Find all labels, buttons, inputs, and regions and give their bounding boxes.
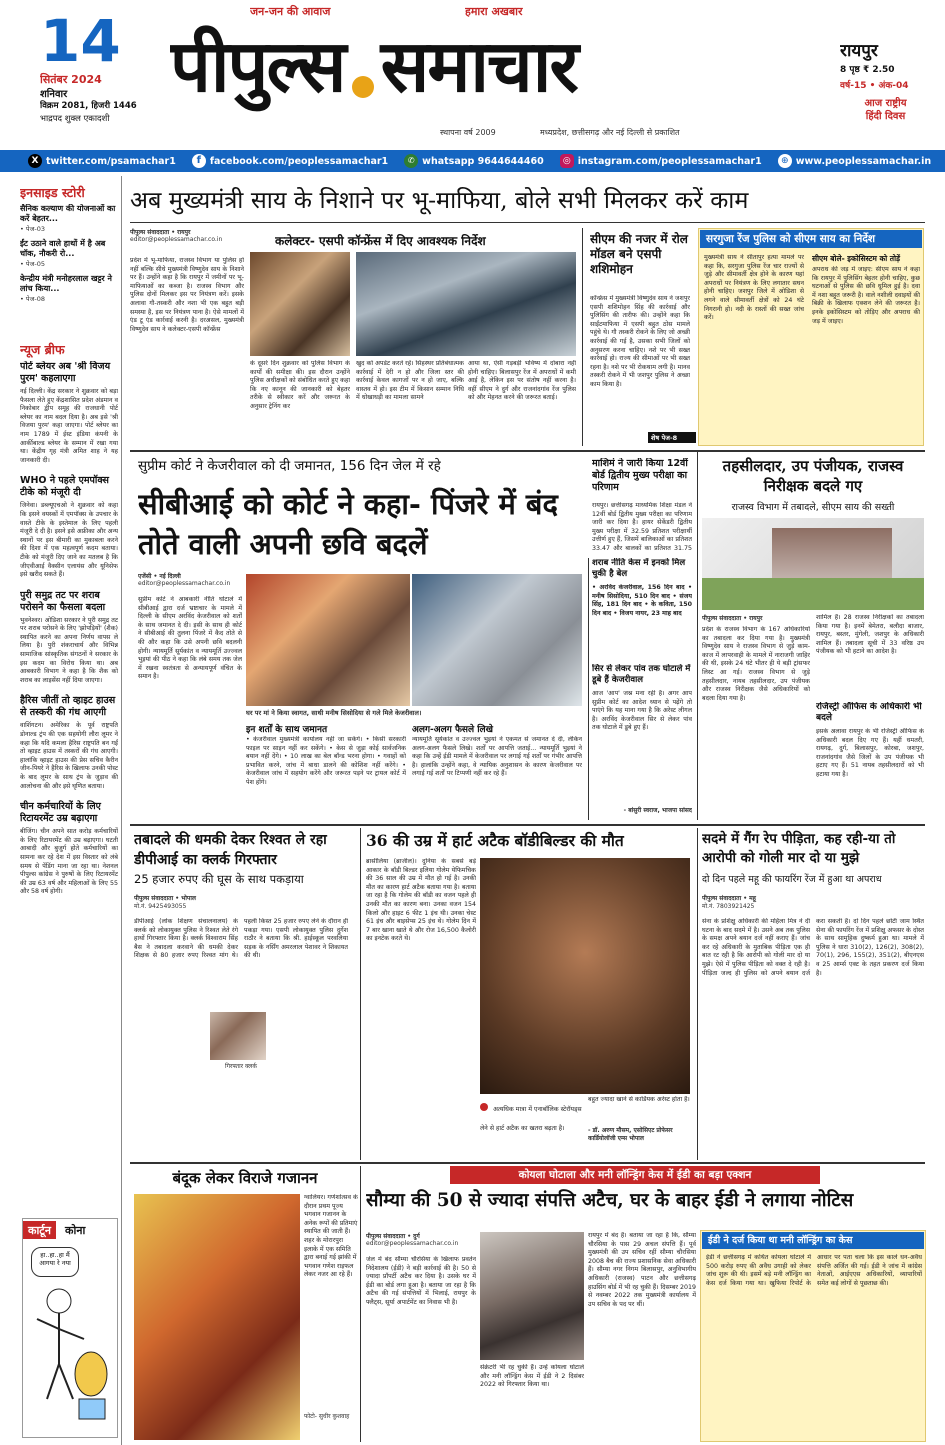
s4-kicker: सुप्रीम कोर्ट ने केजरीवाल को दी जमानत, 156 दिन जेल में रहे (138, 458, 441, 474)
s5-body: रायपुर। छत्तीसगढ़ माध्यमिक शिक्षा मंडल ने 12वीं बोर्ड द्वितीय मुख्य परीक्षा का परिणाम जारी कर दिया है। हायर सेकेंडरी द्वितीय मुख्य परीक्षा में 32.59 प्रतिशत परीक्षार्थी उत्तीर्ण हुए हैं, जिसमें बालिकाओं का प्रतिशत 33.47 और बालकों का प्रतिशत 31.75 (592, 502, 692, 552)
cartoon-drawing (29, 1279, 113, 1429)
s8-body: ब्रासीलिया (ब्राजील)। दुनिया के सबसे बड़े आकार के बॉडी बिल्डर इलिया गोलेम येफिमचिक की 36 साल की उम्र में मौत हो गई है। उनकी मौत का कारण हार्ट अटैक बताया गया है। बताया जा रहा है कि गोलेम की बॉडी का वजन पहले ही उनकी मौत का कारण बना। उनका वजन 154 किलो और हाइट 6 फीट 1 इंच थी। उनका चेस्ट 61 इंच और बाइसेप्स 25 इंच थे। गोलेम दिन में 7 बार खाना खाते थे और रोज 16,500 कैलोरी का इनटेक करते थे। (366, 858, 476, 943)
conference-photo (356, 252, 576, 356)
s12-body: ईडी ने छत्तीसगढ़ में कथित कोयला घोटाले में 500 करोड़ रुपए की अवैध उगाही को लेकर जांच शुरू की थी। इसमें बड़े मनी लॉन्ड्रिंग का केस दर्ज किया गया था। खुफिया रिपोर्ट के आधार पर पता चला कि इस काले धन-अवैध संपत्ति अर्जित की गई। ईडी ने जांच में कांग्रेस नेताओं, आईएएस अधिकारियों, व्यापारियों समेत कई लोगों से पूछताछ की। (706, 1254, 922, 1287)
date-weekday: शनिवार (40, 89, 68, 100)
date-month-year: सितंबर 2024 (40, 73, 102, 86)
year-issue: वर्ष-15 • अंक-04 (840, 81, 909, 91)
title-part-1: पीपुल्स (170, 23, 345, 108)
news-brief-title: न्यूज ब्रीफ (20, 342, 65, 357)
s4-split-head: अलग-अलग फैसले लिखे (412, 725, 494, 735)
brief-item: चीन कर्मचारियों के लिए रिटायरमेंट उम्र बढ़ाएगा बीजिंग। चीन अपने सात करोड़ कर्मचारियों के लिए रिटायरमेंट की उम्र बढ़ाएगा। घटती आबादी और बुजुर्ग होते कर्मचारियों का सामना कर रहे देश में इस विस्तार को लंबे समय से पेंडिंग माना जा रहा था। नेशनल पीपुल्स कांग्रेस ने पुरुषों के लिए रिटायरमेंट की उम्र 63 वर्ष और महिलाओं के लिए 55 और 58 वर्ष होगी। (20, 801, 118, 896)
facebook-link[interactable]: f facebook.com/peoplessamachar1 (192, 154, 388, 168)
s4-byline: एजेंसी • नई दिल्ली editor@peoplessamachar.co.in (138, 573, 231, 587)
s4-headline: सीबीआई को कोर्ट ने कहा- पिंजरे में बंद तोते वाली अपनी छवि बदलें (138, 487, 558, 561)
pages-price: 8 पृष्ठ ₹ 2.50 (840, 65, 895, 75)
s7-body-col1: डीपीआई (लोक शिक्षण संचालनालय) के क्लर्क को लोकायुक्त पुलिस ने रिश्वत लेते रंगे हाथों गिरफ्तार किया है। क्लर्क विश्वाराम सिंह बैस ने तबादला करवाने की धमकी देकर शिक्षक से 80 हजार रुपए रिश्वत मांग थे। पहली किस्त 25 हजार रुपए लेने के दौरान ही पकड़ा गया। एसपी लोकायुक्त पुलिस दुर्गेश राठौर ने बताया कि श्री. हाईस्कूल परवलिया सड़क के नर्सिंग अमरलाल पेशावर ने शिकायत की थी। (134, 918, 348, 960)
s8-quote-byline: - डॉ. अरुण मौसम, एसोसिएट प्रोफेसर कार्डियोलॉजी एम्स भोपाल (588, 1127, 673, 1142)
social-bar (0, 150, 945, 172)
clerk-photo (210, 1012, 266, 1060)
tagline-right: हमारा अखबार (465, 5, 523, 18)
inside-story-list (20, 204, 118, 303)
s3-body-col1: मुख्यमंत्री साय ने सीतापुर हत्या मामले पर कहा कि, सरगुजा पुलिस रेंज चार राज्यों से जुड़े और सीमावर्ती क्षेत्र होने के कारण यहां अपराधों पर नियंत्रण के लिए लगातार सघन होनी चाहिए। जशपुर जिले में ओडिशा से लगने वाले सीमावर्ती क्षेत्रों को 24 घंटे निगरानी हो। नदी के रास्तों की सख्त जांच करें। (704, 254, 804, 322)
s10-body: ग्वालियर। गणेशोत्सव के दौरान प्रथम पूज्य भगवान गजानन के अनेक रूपों की प्रतिमाएं स्थापित की जाती हैं। शहर के मोरारपुरा इलाके में एक समिति द्वारा बनाई गई झांकी में भगवान गणेश राइफल लेकर नजर आ रहे हैं। (304, 1194, 358, 1279)
s6-body-col2: शामिल हैं। 28 राजस्व निरीक्षकों का तबादला किया गया है। इनमें बेमेतरा, बलौदा बाजार, रायपुर, बस्तर, मुंगेली, जशपुर के अधिकारी शामिल हैं। तबादला सूची में 33 वरिष्ठ उप पंजीयक को भी हटाने का आदेश है। (816, 614, 924, 656)
bodybuilder-photo (480, 858, 690, 1094)
website-link[interactable]: ⊕ www.peoplessamachar.in (778, 154, 931, 168)
globe-icon: ⊕ (778, 154, 792, 168)
inside-item[interactable]: केन्द्रीय मंत्री मनोहरलाल खट्टर ने लांच किया... • पेज-08 (20, 274, 112, 303)
saumya-photo (480, 1232, 584, 1360)
twitter-link[interactable]: X twitter.com/psamachar1 (28, 154, 176, 168)
s8-caption: बहुत ज्यादा खाने से कार्डियक अरेस्ट होता है। (588, 1096, 690, 1103)
s4-tiptoe-head: सिर से लेकर पांव तक घोटाले में डूबे हैं केजरीवाल (592, 664, 691, 685)
s4-conditions: • केजरीवाल मुख्यमंत्री कार्यालय नहीं जा सकेंगे। • किसी सरकारी फाइल पर साइन नहीं कर सकेंगे। • केस से जुड़ा कोई सार्वजनिक बयान नहीं देंगे। • 10 लाख का बेल बॉन्ड भरना होगा। • गवाहों को प्रभावित करने, जांच में बाधा डालने की कोशिश नहीं करेंगे। • केजरीवाल जांच में सहयोग करेंगे और जरूरत पड़ने पर ट्रायल कोर्ट में पेश होंगे। (246, 736, 406, 786)
s9-subhead: दो दिन पहले महू की फायरिंग रेंज में हुआ था अपराध (702, 874, 882, 885)
s6-body-col3: इसके अलावा रायपुर के भी रजिस्ट्री ऑफिस के अधिकारी बदल दिए गए हैं। यहीं धमतरी, रायगढ़, दुर्ग, बिलासपुर, कोरबा, जशपुर, राजनांदगांव जैसे जिलों के उप पंजीयक भी हटाए गए हैं। 51 नायब तहसीलदारों को भी हटाया गया है। (816, 728, 924, 778)
date-number: 14 (40, 12, 121, 70)
s4-body: सुप्रीम कोर्ट ने आबकारी नीति घोटाले में सीबीआई द्वारा दर्ज भ्रष्टाचार के मामले में दिल्ली के सीएम अरविंद केजरीवाल को शर्तों के साथ जमानत दे दी। इसी के साथ ही कोर्ट ने सीबीआई की तुलना पिंजरे में कैद तोते से की और कहा कि उसे अपनी छवि बदलनी होगी। न्यायमूर्ति सूर्यकांत व न्यायमूर्ति उज्ज्वल भुइयां की पीठ ने कहा कि लंबे समय तक जेल में रखना स्वतंत्रता से अन्यायपूर्ण वंचित के समान है। (138, 596, 242, 681)
s9-headline: सदमे में गैंग रेप पीड़िता, कह रही-या तो आरोपी को गोली मार दो या मुझे (702, 831, 896, 866)
inside-item[interactable]: सैनिक कल्याण की योजनाओं का करें बेहतर... • पेज-03 (20, 204, 116, 233)
whatsapp-link[interactable]: ✆ whatsapp 9644644460 (404, 154, 544, 168)
s1-body-col4: आया था, ऐसी गड़बड़ी भविष्य में दोबारा नहीं होनी चाहिए। बिलासपुर रेंज में अपराधों में कमी आई है, लेकिन इस पर संतोष नहीं करना है। वहीं सीएम ने दुर्ग और राजनांदगांव रेंज पुलिस को और मेहनत करने की जरूरत बताई। (468, 360, 576, 402)
s4-tiptoe-body: आज 'आप' जश्न मना रही है। अगर आप सुप्रीम कोर्ट का आदेश ध्यान से पढ़ेंगे तो पाएंगे कि यह माना गया है कि अरेस्ट लीगल है। अरविंद केजरीवाल सिर से लेकर पांव तक घोटाले में डूबे हुए हैं। (592, 690, 692, 732)
s10-headline: बंदूक लेकर विराजे गजानन (172, 1169, 318, 1187)
s4-liquor-list: • अरविंद केजरीवाल, 156 दिन बाद • मनीष सिसोदिया, 510 दिन बाद • संजय सिंह, 181 दिन बाद • के कविता, 150 दिन बाद • विजय नायर, 23 माह बाद (592, 584, 692, 617)
s4-split-body: न्यायमूर्ति सूर्यकांत व उज्ज्वल भुइयां ने एकमत से जमानत दे दी, लेकिन अलग-अलग फैसले लिखे। शर्तों पर आपत्ति जताई... न्यायमूर्ति भुइयां ने कहा कि उन्हें ईडी मामले में केजरीवाल पर लगाई गई शर्तों पर गंभीर आपत्ति है। हालांकि उन्होंने कहा, वे न्यायिक अनुशासन के कारण केजरीवाल पर लगाई गई शर्तों पर टिप्पणी नहीं कर रहे हैं। (412, 736, 582, 778)
s11-headline: सौम्या की 50 से ज्यादा संपत्ति अटैच, घर के बाहर ईडी ने लगाया नोटिस (366, 1190, 854, 1211)
quote-mark-icon (480, 1103, 488, 1111)
s1-body-col3: खुद को अपडेट करते रहें। सिंहस्थर प्रतिबंधात्मक कार्रवाई में देरी न हो और जिला स्तर की कार्रवाई केवल कागजों पर न हो जाए, बल्कि वास्तव में हो। इस टीम में किसान सम्मान निधि में धोखाधड़ी का मामला सामने (356, 360, 464, 402)
s1-body-col1: प्रदेश में भू-माफिया, राजस्व विभाग या पुलिस हो नहीं बल्कि सीधे मुख्यमंत्री विष्णुदेव साय के निशाने पर हैं। उन्होंने कहा है कि रायपुर में जमीनों पर भू-माफियाओं का कब्जा है। राजस्व विभाग और पुलिस दोनों मिलकर इस पर नियंत्रण करें। इसके अलावा गौ-तस्करी और नशा भी एक बहुत बड़ी समस्या है, इस पर नियंत्रण पाना है। ऐसे मामलों में एंड टू एंड कार्रवाई करनी है। दरअसल, मुख्यमंत्री विष्णुदेव साय ने कलेक्टर-एसपी कॉन्फ्रेंस (130, 257, 244, 333)
established-year: स्थापना वर्ष 2009 (440, 128, 496, 137)
s3-headline: सरगुजा रेंज पुलिस को सीएम साय का निर्देश (700, 230, 922, 248)
s11-banner: कोयला घोटाला और मनी लॉन्ड्रिंग केस में ईडी का बड़ा एक्शन (450, 1166, 820, 1184)
special-day: आज राष्ट्रीय हिंदी दिवस (864, 98, 907, 122)
inside-item[interactable]: ईंट उठाने वाले हाथों में है अब चॉक, नौकरी रो... • पेज-05 (20, 239, 106, 268)
brief-item: WHO ने पहले एमपॉक्स टीके को मंजूरी दी जिनेवा। डब्ल्यूएचओ ने शुक्रवार को कहा कि इसने वयस्कों में एमपॉक्स के उपचार के वास्ते टीके के इस्तेमाल के लिए पहली मंजूरी दे दी है। इसने इसे अफ्रीका और अन्य स्थानों पर इस बीमारी का मुकाबला करने की दिशा में एक महत्वपूर्ण कदम बताया। टीके को मंजूरी दिए जाने का मतलब है कि जीएवीआई वैक्सीन एलायंस और यूनिसेफ इसे खरीद सकते हैं। (20, 475, 118, 579)
s2-body: कॉन्फ्रेंस में मुख्यमंत्री विष्णुदेव साय ने जशपुर एसपी शशिमोहन सिंह की कार्रवाई और पुलिसिंग की तारीफ की। उन्होंने कहा कि साईंटमाफिया में एसपी बहुत ठोस मामले पहुंचे थे। गौ तस्करी रोकने के लिए जो अच्छी कार्रवाई की गई है, उसका सभी जिलों को अनुसरण करना चाहिए। नशे पर भी सख्त कार्रवाई हो। राज्य की सीमाओं पर भी सख्त रहना है। नशे पर भी रोकथाम लगी है। मानव तस्करी रोकने में भी जशपुर पुलिस ने अच्छा काम किया है। (590, 295, 690, 388)
s8-quote: अत्यधिक मात्रा में एनाबॉलिक स्टेरॉयड्स लेने से हार्ट अटैक का खतरा बढ़ता है। (480, 1096, 584, 1134)
facebook-icon: f (192, 154, 206, 168)
s4-photo-caption: घर पर मां ने किया स्वागत, साथी मनीष सिसोदिया से गले मिले केजरीवाल। (246, 709, 422, 717)
instagram-link[interactable]: ◎ instagram.com/peoplessamachar1 (560, 154, 762, 168)
left-sidebar (0, 176, 122, 1445)
s7-photo-caption: गिरफ्तार क्लर्क (225, 1063, 257, 1070)
s4-conditions-head: इन शर्तों के साथ जमानत (246, 725, 328, 735)
s1-body-col2: के दूसरे दिन शुक्रवार को पुलिस विभाग के कार्यों की समीक्षा की। इस दौरान उन्होंने पुलिस अधीक्षकों को संबोधित करते हुए कहा कि नए कानून की जानकारी को बेहतर तरीके से स्वीकार करें और जरूरत के अनुसार ट्रेनिंग कर (250, 360, 350, 410)
edition-city: रायपुर (840, 41, 878, 61)
kejriwal-mother-photo (246, 574, 410, 706)
s5-headline: माशिमं ने जारी किया 12वीं बोर्ड द्वितीय मुख्य परीक्षा का परिणाम (592, 458, 688, 493)
lead-headline: अब मुख्यमंत्री साय के निशाने पर भू-माफिया, बोले सभी मिलकर करें काम (130, 186, 749, 214)
s2-continue[interactable]: शेष पेज-8 (648, 432, 696, 443)
brief-item: पुरी समुद्र तट पर शराब परोसने का फैसला बदला भुवनेश्वर। ओडिशा सरकार ने पुरी समुद्र तट पर शराब परोसने के लिए 'झोपड़ियों' (शैक) स्थापित करने का अपना निर्णय वापस ले लिया है। पुरी शंकराचार्य और विभिन्न सामाजिक सांस्कृतिक संगठनों ने सरकार के इस कदम का विरोध किया था। अब आबकारी विभाग ने कहा है कि शैक को शराब का लाइसेंस नहीं दिया जाएगा। (20, 589, 118, 684)
ganesh-idol-photo (134, 1194, 300, 1440)
s2-headline: सीएम की नजर में रोल मॉडल बने एसपी शशिमोहन (590, 232, 688, 276)
brief-item: हैरिस जीतीं तो व्हाइट हाउस से तस्करी की गंध आएगी वाशिंगटन। अमेरिका के पूर्व राष्ट्रपति डोनाल्ड ट्रंप की एक सहयोगी लौरा लूमर ने कहा कि यदि कमला हैरिस राष्ट्रपति बन गईं तो व्हाइट हाउस में तस्करों की गंध आएगी। हालांकि व्हाइट हाउस की प्रेस सचिव कैरीन जीन-पियरे ने हैरिस के खिलाफ उनकी पोस्ट के बाद लूमर के साथ ट्रंप के जुड़ाव की आलोचना की और इसे घृणित बताया। (20, 695, 118, 790)
cartoon-box (22, 1218, 118, 1438)
s4-liquor-head: शराब नीति केस में इनको मिल चुकी है बेल (592, 558, 686, 579)
s8-headline: 36 की उम्र में हार्ट अटैक बॉडीबिल्डर की मौत (366, 831, 624, 850)
s12-headline: ईडी ने दर्ज किया था मनी लॉन्ड्रिंग का केस (702, 1232, 924, 1249)
s10-credit: फोटो- सुधीर कुशवाह (304, 1413, 350, 1420)
kejriwal-sisodia-photo (412, 574, 582, 706)
s11-caption: सेक्रेटरी भी रह चुकी हैं। उन्हें कोयला घोटाले और मनी लॉन्ड्रिंग केस में ईडी ने 2 दिसंबर 2022 को गिरफ्तार किया था। (480, 1364, 584, 1389)
x-twitter-icon: X (28, 154, 42, 168)
s6-subhead-2: रजिस्ट्री ऑफिस के अधिकारी भी बदले (816, 702, 922, 723)
s6-body-col1: प्रदेश के राजस्व विभाग के 167 अधिकारियों का तबादला कर दिया गया है। मुख्यमंत्री विष्णुदेव साय ने राजस्व विभाग से जुड़े काम-काज में लापरवाही के मामले में नाराजगी जाहिर की थी, इसके 24 घंटे भीतर ही ये बड़ी ट्रांसफर लिस्ट आ गई। राजस्व विभाग से जुड़े तहसीलदार, नायब तहसीलदार, उप पंजीयक और राजस्व निरीक्षक जैसे अधिकारियों को बदला दिया गया है। (702, 626, 810, 702)
date-tithi: भाद्रपद शुक्ल एकादशी (40, 114, 110, 124)
date-vikram: विक्रम 2081, हिजरी 1446 (40, 101, 137, 111)
masthead (0, 0, 945, 150)
cm-photo (250, 252, 350, 356)
revenue-building-photo (702, 518, 924, 610)
whatsapp-icon: ✆ (404, 154, 418, 168)
cartoon-bubble: हा..हा..हा मैं आगया रे नया (31, 1247, 79, 1277)
s11-body-col2: रायपुर में बंद है। बताया जा रहा है कि, सौम्या चौरसिया के पास 29 अचल संपत्ति हैं। पूर्व मुख्यमंत्री की उप सचिव रहीं सौम्या चौरसिया 2008 बैच की राज्य प्रशासनिक सेवा अधिकारी हैं। सौम्या नगर निगम बिलासपुर, अनुविभागीय अधिकारी (राजस्व) पाटन और छत्तीसगढ़ हाउसिंग बोर्ड में भी रह चुकी हैं। दिसम्बर 2019 से नवम्बर 2022 तक मुख्यमंत्री कार्यालय में उप सचिव के पद पर थीं। (588, 1232, 696, 1308)
s11-byline: पीपुल्स संवाददाता • दुर्ग editor@peoplessamachar.co.in (366, 1233, 459, 1247)
s7-subhead: 25 हजार रुपए की घूस के साथ पकड़ाया (134, 872, 304, 886)
s4-tiptoe-byline: - बांसुरी स्वराज, भाजपा सांसद (623, 807, 692, 814)
s3-subhead: सीएम बोले- इकोसिस्टम को तोड़ें (812, 254, 901, 263)
s1-byline: पीपुल्स संवाददाता • रायपुर editor@peoplessamachar.co.in (130, 229, 223, 243)
s6-byline: पीपुल्स संवाददाता • रायपुर (702, 615, 763, 622)
cartoon-title: कार्टून कोना (23, 1219, 118, 1239)
s6-subhead: राजस्व विभाग में तबादले, सीएम साय की सख्ती (731, 502, 895, 513)
s7-headline: तबादले की धमकी देकर रिश्वत ले रहा डीपीआई का क्लर्क गिरफ्तार (134, 832, 327, 868)
news-brief-list (20, 361, 118, 1196)
title-part-2: समाचार (380, 23, 577, 108)
inside-story-title: इनसाइड स्टोरी (20, 185, 85, 200)
title-nib-icon (352, 76, 374, 98)
s6-headline: तहसीलदार, उप पंजीयक, राजस्व निरीक्षक बदले गए (722, 457, 904, 495)
s11-body-col1: जेल में बंद सौम्या चौरसिया के खिलाफ प्रवर्तन निदेशालय (ईडी) ने बड़ी कार्रवाई की है। 50 से ज्यादा प्रॉपर्टी अटैच कर दिया है। उसके घर में ईडी का बोर्ड लगा हुआ है। बताया जा रहा है कि अटैच की गई संपत्तियों में भिलाई, रायपुर के फ्लैट्स, सूर्या अपार्टमेंट का निवास भी है। (366, 1256, 476, 1306)
s1-subhead: कलेक्टर- एसपी कॉन्फ्रेंस में दिए आवश्यक निर्देश (275, 234, 486, 248)
tagline-left: जन-जन की आवाज (250, 5, 331, 18)
publication-regions: मध्यप्रदेश, छत्तीसगढ़ और नई दिल्ली से प्रकाशित (540, 128, 680, 137)
s3-body-col2: अपराध की जड़ में जाइए: सीएम साय ने कहा कि रायपुर में पुलिसिंग बेहतर होनी चाहिए, कुछ घटनाओं से पुलिस की छवि धूमिल हुई है। दवा में नशा बहुत जरूरी है। वाले नशीली दवाइयों की बिक्री के खिलाफ एक्शन लेने की जरूरत है। इनके इकोसिस्टम को तोड़िए और अपराध की जड़ में जाइए। (812, 266, 920, 325)
newspaper-title (170, 18, 760, 118)
brief-item: पोर्ट ब्लेयर अब 'श्री विजय पुरम' कहलाएगा नई दिल्ली। केंद्र सरकार ने शुक्रवार को बड़ा फैसला लेते हुए केंद्रशासित प्रदेश अंडमान व निकोबार द्वीप समूह की राजधानी पोर्ट ब्लेयर का नाम बदल दिया है। अब इसे 'श्री विजया पुरम' कहा जाएगा। पोर्ट ब्लेयर का नाम 1789 में ईस्ट इंडिया कंपनी के आर्कीबाल्ड ब्लेयर के सम्मान में रखा गया था। केंद्रीय गृह मंत्री अमित शाह ने यह जानकारी दी। (20, 361, 118, 464)
s9-byline: पीपुल्स संवाददाता • महू मो.नं. 7803921425 (702, 895, 756, 910)
instagram-icon: ◎ (560, 154, 574, 168)
s7-byline: पीपुल्स संवाददाता • भोपाल मो.नं. 9425493055 (134, 895, 196, 910)
s9-body: सेना के प्रशिक्षु अधिकारी की महिला मित्र ने दी घटना के बाद सदमे में है। उसने अब तक पुलिस के समक्ष अपने बयान दर्ज नहीं कराए हैं। जांच कर रहे अधिकारी के मुताबिक पीड़िता एक ही बात रट रही है कि आरोपी को गोली मार दो या मुझे। ऐसे में पुलिस पीड़िता को वक्त दे रही है। पीड़िता जल्द ही पुलिस को अपने बयान दर्ज करा सकती है। दो दिन पहले छोटी जाम स्थित सेना की फायरिंग रेंज में प्रशिक्षु अफसर के दोस्त के साथ सामूहिक दुष्कर्म हुआ था। मामले में पुलिस ने धारा 310(2), 126(2), 308(2), 70(1), 296, 155(2), 351(2), बीएनएस व 25 आर्म्स एक्ट के तहत प्रकरण दर्ज किया है। (702, 918, 924, 977)
